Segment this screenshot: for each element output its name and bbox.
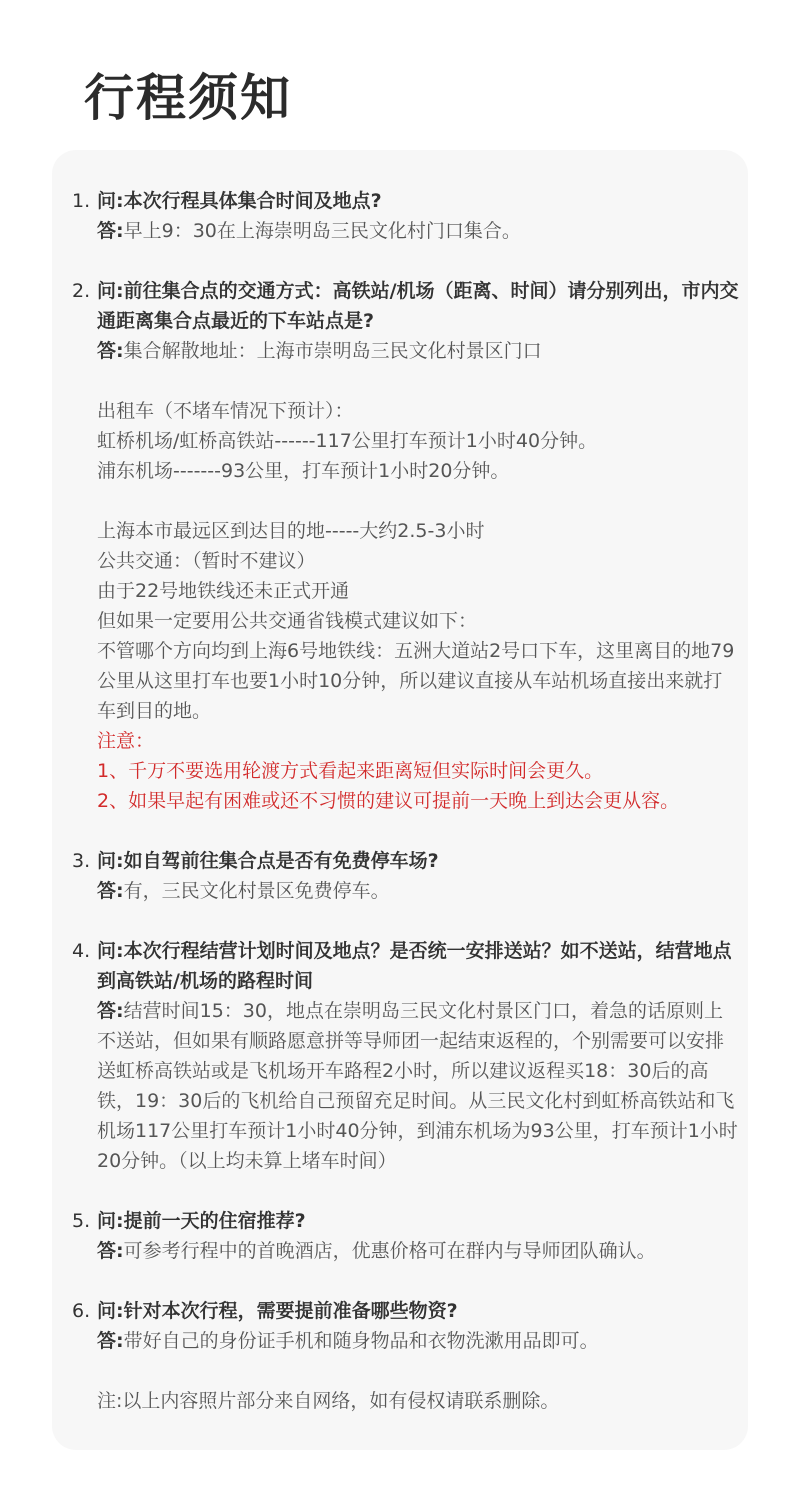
answer (97, 336, 740, 366)
transit-line: 但如果一定要用公共交通省钱模式建议如下： (97, 610, 478, 632)
answer (97, 1236, 740, 1266)
answer-text: 带好自己的身份证手机和随身物品和衣物洗漱用品即可。 (123, 1330, 599, 1352)
answer-text: 集合解散地址：上海市崇明岛三民文化村景区门口 (123, 340, 542, 362)
transit-line: 不管哪个方向均到上海6号地铁线：五洲大道站2号口下车，这里离目的地79公里从这里打车也要1小时10分钟，所以建议直接从车站机场直接出来就打车到目的地。 (97, 640, 735, 722)
taxi-line: 浦东机场-------93公里，打车预计1小时20分钟。 (97, 460, 510, 482)
question: 问:本次行程具体集合时间及地点? (97, 190, 382, 212)
item-number: 6. (72, 1300, 91, 1322)
answer-label: 答: (97, 1240, 124, 1262)
page-title: 行程须知 (84, 69, 292, 127)
answer-text: 可参考行程中的首晚酒店，优惠价格可在群内与导师团队确认。 (123, 1240, 656, 1262)
question: 问:针对本次行程，需要提前准备哪些物资? (97, 1300, 458, 1322)
transit-line: 公共交通：（暂时不建议） (97, 550, 316, 572)
question: 问:前往集合点的交通方式：高铁站/机场（距离、时间）请分别列出，市内交通距离集合点最近的下车站点是? (97, 280, 739, 332)
item-number: 5. (72, 1210, 91, 1232)
question: 问:如自驾前往集合点是否有免费停车场? (97, 850, 439, 872)
faq-item-1 (0, 186, 800, 246)
answer (97, 996, 740, 1176)
answer-text: 早上9：30在上海崇明岛三民文化村门口集合。 (123, 220, 521, 242)
answer-label: 答: (97, 1330, 124, 1352)
faq-item-4 (0, 936, 800, 1176)
warning-line: 2、如果早起有困难或还不习惯的建议可提前一天晚上到达会更从容。 (97, 790, 680, 812)
faq-item-5 (0, 1206, 800, 1266)
transit-line: 上海本市最远区到达目的地-----大约2.5-3小时 (97, 520, 485, 542)
faq-item-3 (0, 846, 800, 906)
answer-label: 答: (97, 1000, 124, 1022)
answer (97, 216, 740, 246)
taxi-line: 出租车（不堵车情况下预计）： (97, 400, 354, 422)
item-number: 4. (72, 940, 91, 962)
taxi-line: 虹桥机场/虹桥高铁站------117公里打车预计1小时40分钟。 (97, 430, 598, 452)
answer (97, 1326, 740, 1356)
transit-line: 由于22号地铁线还未正式开通 (97, 580, 350, 602)
item-number: 3. (72, 850, 91, 872)
answer-text: 结营时间15：30，地点在崇明岛三民文化村景区门口，着急的话原则上不送站，但如果有顺路愿意拼等导师团一起结束返程的，个别需要可以安排送虹桥高铁站或是飞机场开车路程2小时，所以建议返程买18：30后的高铁，19：30后的飞机给自己预留充足时间。从三民文化村到虹桥高铁站和飞机场117公里打车预计1小时40分钟，到浦东机场为93公里，打车预计1小时20分钟。（以上均未算上堵车时间） (97, 1000, 738, 1172)
question: 问:提前一天的住宿推荐? (97, 1210, 306, 1232)
faq-list (0, 186, 800, 1446)
answer-label: 答: (97, 880, 124, 902)
question: 问:本次行程结营计划时间及地点？是否统一安排送站？如不送站，结营地点到高铁站/机场的路程时间 (97, 940, 732, 992)
answer (97, 876, 740, 906)
item-number: 2. (72, 280, 91, 302)
item-number: 1. (72, 190, 91, 212)
footer-note: 注:以上内容照片部分来自网络，如有侵权请联系删除。 (97, 1390, 560, 1412)
warning-heading: 注意： (97, 730, 155, 752)
faq-item-2 (0, 276, 800, 816)
answer-label: 答: (97, 340, 124, 362)
warning-line: 1、千万不要选用轮渡方式看起来距离短但实际时间会更久。 (97, 760, 604, 782)
answer-text: 有，三民文化村景区免费停车。 (123, 880, 390, 902)
answer-label: 答: (97, 220, 124, 242)
faq-item-6 (0, 1296, 800, 1416)
